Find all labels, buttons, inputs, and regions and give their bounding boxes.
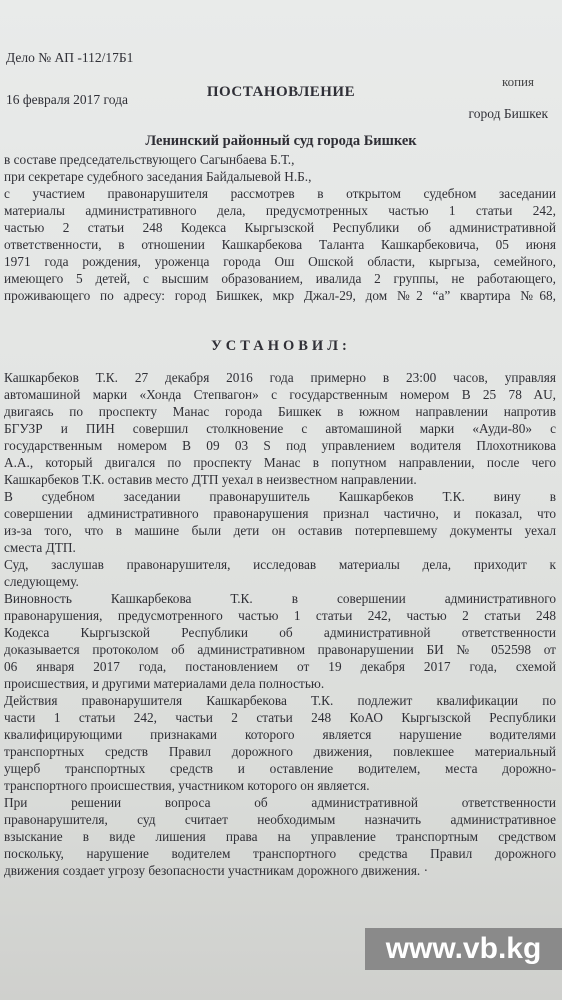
text-line: материалы административного дела, предусмотренных частью 1 статьи 242, — [4, 203, 556, 218]
text-line: Действия правонарушителя Кашкарбекова Т.К. подлежит квалификации по — [4, 693, 556, 708]
text-line: 1971 года рождения, уроженца города Ош Ошской области, кыргыза, семейного, — [4, 254, 556, 269]
text-line: правонарушения, предусмотренного частью 1 статьи 242, частью 2 статьи 248 — [4, 608, 556, 623]
text-line: доказывается протоколом об административном правонарушении БИ № 052598 от — [4, 642, 556, 657]
text-line: государственным номером В 09 03 S под управлением водителя Плохотникова — [4, 438, 556, 453]
text-line: ущерб транспортных средств и оставление водителем, места дорожно- — [4, 761, 556, 776]
text-line: с участием правонарушителя рассмотрев в открытом судебном заседании — [4, 186, 556, 201]
text-line: В судебном заседании правонарушитель Кашкарбеков Т.К. вину в — [4, 489, 556, 504]
text-line: При решении вопроса об административной ответственности — [4, 795, 556, 810]
court-name: Ленинский районный суд города Бишкек — [145, 133, 417, 149]
text-line: следующему. — [4, 574, 79, 589]
text-line: Кашкарбеков Т.К. оставив место ДТП уехал в неизвестном направлении. — [4, 472, 417, 487]
text-line: происшествия, и другими материалами дела полностью. — [4, 676, 325, 691]
text-line: транспортных средств Правил дорожного движения, повлекшее материальный — [4, 744, 556, 759]
document-city: город Бишкек — [468, 106, 548, 121]
text-line: 06 января 2017 года, постановлением от 19 декабря 2017 года, схемой — [4, 659, 556, 674]
document-date: 16 февраля 2017 года — [6, 92, 128, 107]
text-line: двигаясь по проспекту Манас города Бишкек в южном направлении напротив — [4, 404, 556, 419]
text-line: Кодекса Кыргызской Республики об административной ответственности — [4, 625, 556, 640]
intro-paragraph — [4, 151, 556, 304]
text-line: правонарушителя, суд считает необходимым назначить административное — [4, 812, 556, 827]
case-number: Дело № АП -112/17Б1 — [6, 50, 134, 65]
text-line: Кашкарбеков Т.К. 27 декабря 2016 года примерно в 23:00 часов, управляя — [4, 370, 556, 385]
text-line: имеющего 5 детей, с высшим образованием, ивалида 2 группы, не работающего, — [4, 271, 556, 286]
text-line: поскольку, нарушение водителем транспортного средства Правил дорожного — [4, 846, 556, 861]
text-line: БГУЗР и ПИН совершил столкновение с автомашиной марки «Ауди-80» с — [4, 421, 556, 436]
text-line: проживающего по адресу: город Бишкек, мкр Джал-29, дом №2 “а” квартира №68, — [4, 288, 556, 303]
text-line: из-за того, что в машине были дети он оставив потерпевшему документы уехал — [4, 523, 556, 538]
section-heading-ustanovil: УСТАНОВИЛ: — [211, 338, 351, 354]
text-line: движения создает угрозу безопасности участникам дорожного движения. · — [4, 863, 429, 878]
text-line: совершении административного правонарушения признал частично, и показал, что — [4, 506, 556, 521]
text-line: в составе председательствующего Сагынбаева Б.Т., — [4, 152, 295, 167]
text-line: ответственности, в отношении Кашкарбекова Таланта Кашкарбековича, 05 июня — [4, 237, 556, 252]
text-line: транспортного происшествия, участником которого он является. — [4, 778, 370, 793]
text-line: А.А., который двигался по проспекту Манас в попутном направлении, после чего — [4, 455, 556, 470]
text-line: частью 2 статьи 248 Кодекса Кыргызской Республики об административной — [4, 220, 556, 235]
text-line: квалифицирующими признаками которого является нарушение водителями — [4, 727, 556, 742]
text-line: части 1 статьи 242, частьи 2 статьи 248 КоАО Кыргызской Республики — [4, 710, 556, 725]
text-line: Виновность Кашкарбекова Т.К. в совершении административного — [4, 591, 556, 606]
text-line: при секретаре судебного заседания Байдалыевой Н.Б., — [4, 169, 312, 184]
text-line: взыскание в виде лишения права на управление транспортным средством — [4, 829, 556, 844]
document-title: ПОСТАНОВЛЕНИЕ — [206, 84, 356, 100]
copy-mark: копия — [501, 74, 534, 89]
text-line: Суд, заслушав правонарушителя, исследовав материалы дела, приходит к — [4, 557, 556, 572]
text-line: автомашиной марки «Хонда Степвагон» с государственным номером B 25 78 AU, — [4, 387, 556, 402]
site-watermark: www.vb.kg — [365, 928, 562, 970]
text-line: сместа ДТП. — [4, 540, 76, 555]
body-text — [4, 369, 556, 879]
